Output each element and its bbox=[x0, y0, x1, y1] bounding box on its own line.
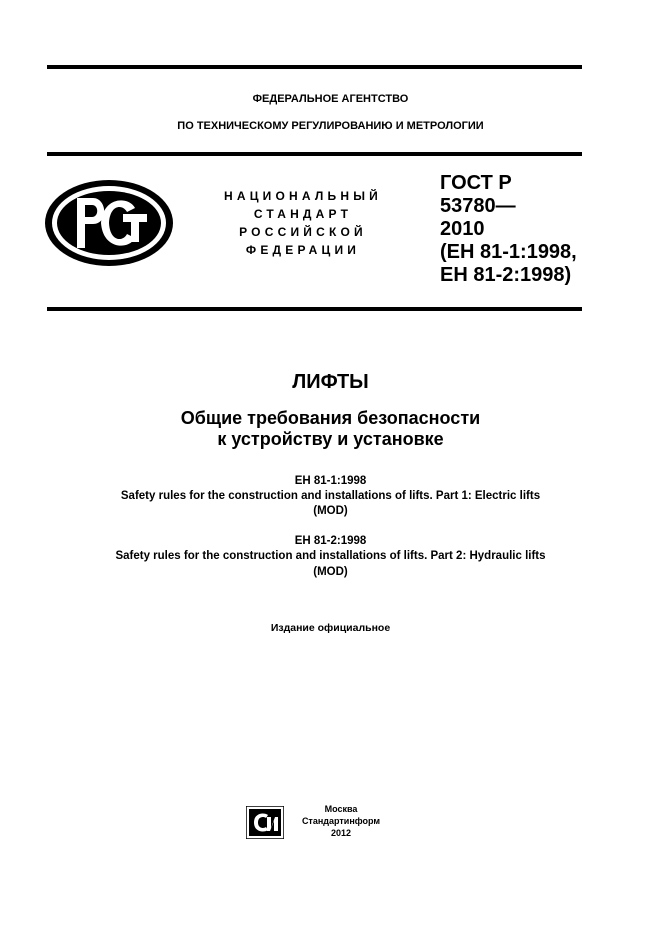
document-title: ЛИФТЫ bbox=[292, 371, 369, 393]
rst-emblem-icon bbox=[43, 178, 175, 268]
publisher-info bbox=[296, 803, 386, 839]
ref2-title: Safety rules for the construction and installations of lifts. Part 2: Hydraulic lifts bbox=[115, 550, 546, 562]
gost-designation bbox=[440, 172, 577, 287]
national-line-1: НАЦИОНАЛЬНЫЙ bbox=[223, 189, 383, 203]
gost-line-5: ЕН 81-2:1998) bbox=[440, 264, 572, 286]
national-line-4: ФЕДЕРАЦИИ bbox=[245, 243, 361, 257]
gost-line-1: ГОСТ Р bbox=[440, 172, 512, 194]
gost-line-2: 53780— bbox=[440, 195, 516, 217]
lower-block-rule bbox=[47, 307, 582, 311]
upper-block-rule bbox=[47, 152, 582, 156]
ref1-title: Safety rules for the construction and installations of lifts. Part 1: Electric lifts bbox=[120, 490, 541, 502]
agency-line-2: ПО ТЕХНИЧЕСКОМУ РЕГУЛИРОВАНИЮ И МЕТРОЛОГИИ bbox=[177, 120, 484, 132]
ref1-mod: (MOD) bbox=[313, 505, 348, 517]
ref1-code: ЕН 81-1:1998 bbox=[294, 475, 367, 487]
national-standard-text bbox=[208, 187, 398, 259]
agency-line-1: ФЕДЕРАЛЬНОЕ АГЕНТСТВО bbox=[252, 93, 409, 105]
subtitle-line-1: Общие требования безопасности bbox=[180, 408, 481, 428]
national-line-2: СТАНДАРТ bbox=[253, 207, 353, 221]
publisher-name: Стандартинформ bbox=[301, 816, 381, 826]
ref2-mod: (MOD) bbox=[313, 566, 348, 578]
publication-year: 2012 bbox=[330, 828, 352, 838]
gost-line-3: 2010 bbox=[440, 218, 485, 240]
standartinform-logo-icon bbox=[246, 806, 284, 839]
edition-label: Издание официальное bbox=[270, 622, 391, 634]
publisher-city: Москва bbox=[324, 804, 358, 814]
subtitle-line-2: к устройству и установке bbox=[217, 429, 444, 449]
ref2-code: ЕН 81-2:1998 bbox=[294, 535, 367, 547]
gost-line-4: (ЕН 81-1:1998, bbox=[440, 241, 577, 263]
national-line-3: РОССИЙСКОЙ bbox=[239, 225, 367, 239]
top-rule bbox=[47, 65, 582, 69]
